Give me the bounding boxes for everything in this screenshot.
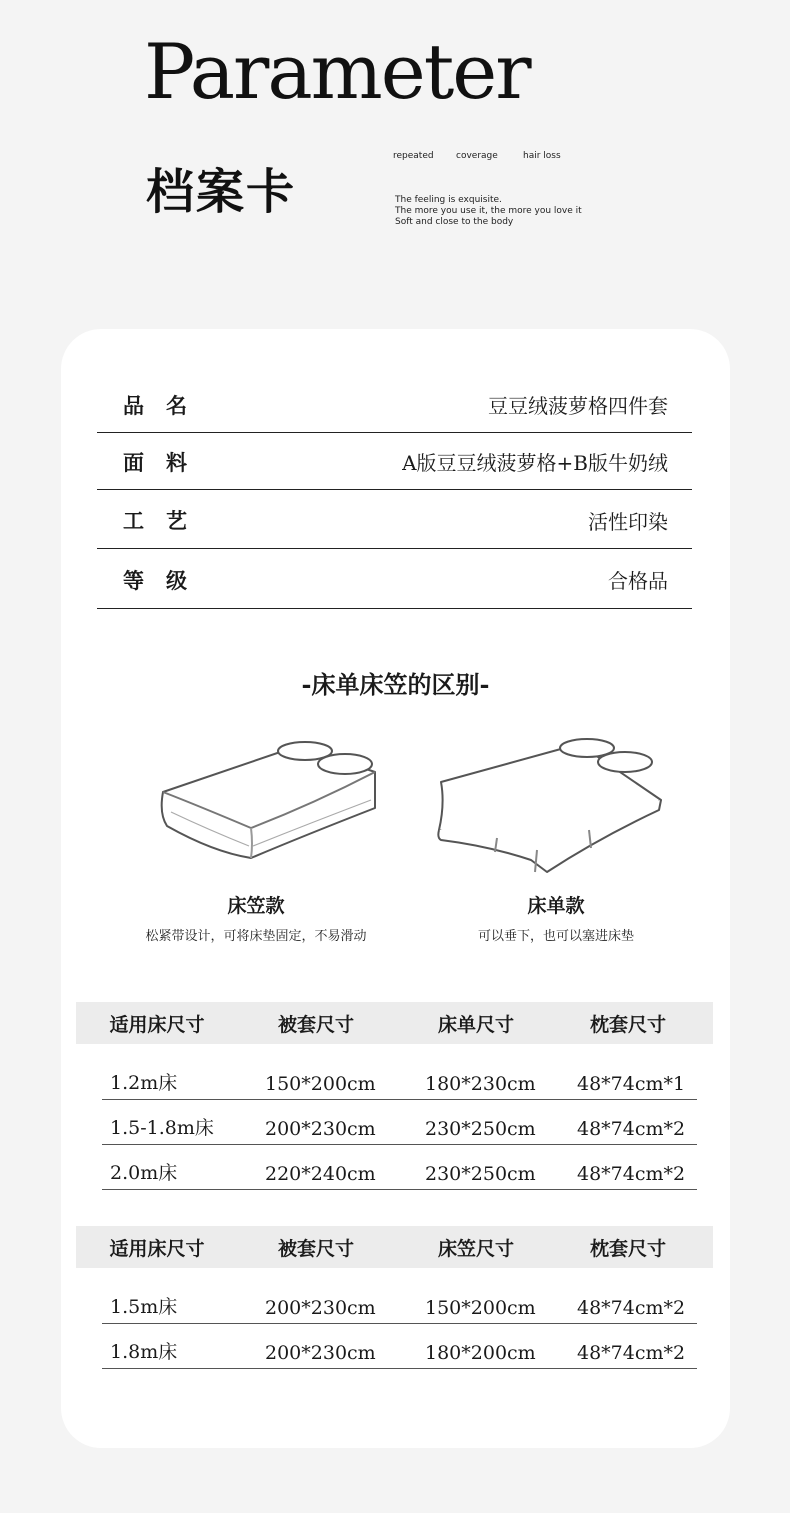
table-cell: 180*200cm [425,1342,536,1364]
info-value: 活性印染 [588,509,668,534]
column-header: 床笠尺寸 [437,1237,514,1260]
info-label: 工艺 [123,508,209,533]
column-header: 床单尺寸 [437,1013,514,1036]
tagline-line-1: The feeling is exquisite. [395,195,502,205]
column-header: 被套尺寸 [277,1237,354,1260]
table-cell: 220*240cm [265,1163,376,1185]
table-cell: 2.0m床 [110,1162,178,1184]
table-cell: 150*200cm [265,1073,376,1095]
tag-list [393,151,561,161]
flat-sheet-desc: 可以垂下，也可以塞进床垫 [477,929,634,944]
info-value: 豆豆绒菠萝格四件套 [488,394,668,418]
table-cell: 48*74cm*2 [577,1118,686,1140]
table-cell: 180*230cm [425,1073,536,1095]
tag-coverage: coverage [456,151,498,161]
table-row [102,1145,697,1190]
table-cell: 200*230cm [265,1118,376,1140]
column-header: 适用床尺寸 [109,1013,205,1036]
column-header: 适用床尺寸 [109,1237,205,1260]
table-row [102,1055,697,1100]
table-cell: 1.5-1.8m床 [110,1117,214,1139]
table-cell: 230*250cm [425,1118,536,1140]
size-table-1-header [76,1002,713,1044]
table-cell: 200*230cm [265,1297,376,1319]
fitted-sheet-name: 床笠款 [227,895,285,917]
table-row [102,1100,697,1145]
info-label: 品名 [123,392,209,418]
tag-repeated: repeated [393,151,434,161]
info-row-process [97,492,692,549]
info-value: A版豆豆绒菠萝格+B版牛奶绒 [402,451,668,475]
tagline [395,195,582,228]
table-cell: 48*74cm*2 [577,1342,686,1364]
column-header: 枕套尺寸 [589,1237,666,1260]
page-title-en: Parameter [144,27,530,116]
table-cell: 150*200cm [425,1297,536,1319]
info-value: 合格品 [608,569,668,593]
parameter-card [61,329,730,1448]
table-row [102,1279,697,1324]
tagline-line-2: The more you use it, the more you love it [395,206,582,216]
difference-title: -床单床笠的区别- [301,670,490,699]
column-header: 枕套尺寸 [589,1013,666,1036]
info-label: 等级 [123,567,209,593]
info-row-fabric [97,434,692,490]
flat-sheet-illustration [429,734,669,879]
tagline-line-3: Soft and close to the body [395,217,514,227]
column-header: 被套尺寸 [277,1013,354,1036]
fitted-sheet-desc: 松紧带设计，可将床垫固定，不易滑动 [145,929,367,944]
size-table-2-header [76,1226,713,1268]
info-row-grade [97,551,692,609]
page-title-cn: 档案卡 [146,164,297,220]
table-cell: 48*74cm*1 [577,1073,686,1095]
info-label: 面料 [123,449,209,475]
flat-sheet-name: 床单款 [527,895,585,917]
table-cell: 1.5m床 [110,1296,178,1318]
table-cell: 48*74cm*2 [577,1297,686,1319]
table-cell: 48*74cm*2 [577,1163,686,1185]
table-row [102,1324,697,1369]
table-cell: 1.2m床 [110,1072,178,1094]
fitted-sheet-illustration [153,734,383,864]
table-cell: 200*230cm [265,1342,376,1364]
info-row-name [97,377,692,433]
tag-hair-loss: hair loss [523,151,561,161]
table-cell: 1.8m床 [110,1341,178,1363]
table-cell: 230*250cm [425,1163,536,1185]
